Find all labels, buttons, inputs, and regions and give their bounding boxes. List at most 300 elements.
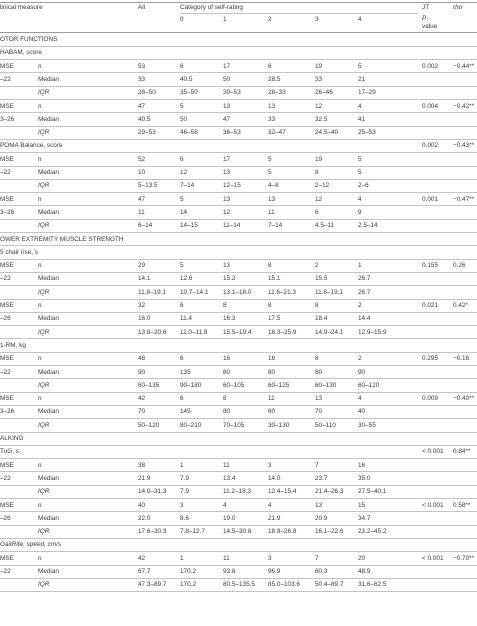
row-divider xyxy=(0,578,477,579)
cell-category-3: 8 xyxy=(315,355,319,363)
mmse-group-label: MSE xyxy=(0,395,14,403)
jt-p-value: < 0.001 xyxy=(422,554,444,562)
cell-category-1: 80 xyxy=(223,408,231,416)
cell-all: 29–53 xyxy=(138,129,156,137)
statistic-label: IQR xyxy=(38,381,50,389)
cell-category-3: 6 xyxy=(315,208,319,216)
cell-category-0: 170.2 xyxy=(180,581,196,589)
measure-label: 5 chair rise, s xyxy=(0,248,39,256)
cell-category-1: 16 xyxy=(223,355,231,363)
row-divider xyxy=(0,245,477,246)
cell-category-3: 19 xyxy=(315,62,323,70)
cell-all: 22.0 xyxy=(138,514,151,522)
cell-category-3: 80 xyxy=(315,368,323,376)
row-divider xyxy=(0,498,477,499)
cell-category-0: 8.6 xyxy=(180,514,189,522)
cell-category-1: 4 xyxy=(223,501,227,509)
cell-category-2: 4 xyxy=(268,501,272,509)
cell-category-3: 26–46 xyxy=(315,89,333,97)
cell-category-4: 35.0 xyxy=(358,474,371,482)
jt-p-value: 0.002 xyxy=(422,62,438,70)
row-divider xyxy=(0,312,477,313)
statistic-label: IQR xyxy=(38,488,50,496)
cell-category-2: 16.3–25.9 xyxy=(268,328,297,336)
cell-category-2: 30–130 xyxy=(268,421,290,429)
cell-category-2: 5 xyxy=(268,155,272,163)
cell-category-1: 13 xyxy=(223,262,231,270)
cell-category-3: 7 xyxy=(315,461,319,469)
cell-all: 47 xyxy=(138,195,146,203)
jt-p-value: 0.295 xyxy=(422,355,438,363)
cell-category-2: 80 xyxy=(268,368,276,376)
cell-category-3: 8 xyxy=(315,169,319,176)
cell-category-3: 16.1–22.6 xyxy=(315,528,344,536)
cell-category-0: 50 xyxy=(180,115,188,123)
cell-all: 42 xyxy=(138,554,146,562)
cell-category-4: 14.4 xyxy=(358,315,371,323)
row-divider xyxy=(0,538,477,539)
row-divider xyxy=(0,86,477,87)
cell-category-0: 6 xyxy=(180,62,184,70)
cell-category-3: 14.9–24.1 xyxy=(315,328,344,336)
cell-category-4: 12.9–15.9 xyxy=(358,328,387,336)
cell-category-4: 15 xyxy=(358,501,366,509)
cell-category-4: 5 xyxy=(358,62,362,70)
cell-category-0: 170.2 xyxy=(180,568,196,575)
cell-category-2: 3 xyxy=(268,554,272,562)
measure-label: TuG, s xyxy=(0,448,19,456)
cell-category-4: 1 xyxy=(358,262,362,270)
row-divider xyxy=(0,352,477,353)
cell-category-4: 2 xyxy=(358,302,362,309)
cell-category-4: 9 xyxy=(358,208,362,216)
rho-value: 0.26 xyxy=(453,262,466,270)
rho-value: −0.43** xyxy=(453,142,475,150)
row-divider xyxy=(0,232,477,233)
cell-category-0: 80–210 xyxy=(180,421,202,429)
statistic-label: Median xyxy=(38,315,59,323)
cell-all: 14.0–31.3 xyxy=(138,488,167,496)
cell-category-1: 12 xyxy=(223,208,231,216)
cell-category-3: 13 xyxy=(315,395,323,403)
cell-category-3: 15.5 xyxy=(315,275,328,283)
measure-label: HABAM, score xyxy=(0,49,42,57)
jt-p-value: 0.009 xyxy=(422,395,438,403)
cell-category-3: 2–12 xyxy=(315,182,330,190)
cell-all: 50–120 xyxy=(138,421,160,429)
cell-category-0: 7–14 xyxy=(180,182,195,190)
cell-category-1: 15.5–19.4 xyxy=(223,328,252,336)
row-divider xyxy=(0,205,477,206)
cell-all: 52 xyxy=(138,155,146,163)
cell-category-1: 70–105 xyxy=(223,421,245,429)
row-divider xyxy=(0,418,477,419)
header-cat-2: 2 xyxy=(268,16,272,23)
cell-all: 60–135 xyxy=(138,381,160,389)
statistic-label: Median xyxy=(38,474,59,482)
cell-category-3: 8 xyxy=(315,302,319,309)
mmse-group-label: MSE xyxy=(0,355,14,363)
cell-all: 6–14 xyxy=(138,222,153,230)
cell-category-3: 70 xyxy=(315,408,323,416)
cell-category-4: 26.7 xyxy=(358,288,371,296)
cell-category-1: 47 xyxy=(223,115,231,123)
mmse-group-label: 3–26 xyxy=(0,408,15,416)
cell-all: 17.6–30.3 xyxy=(138,528,167,536)
header-cat-4: 4 xyxy=(358,16,362,23)
row-divider xyxy=(0,525,477,526)
cell-category-0: 46–58 xyxy=(180,129,198,137)
statistic-label: Median xyxy=(38,514,59,522)
cell-all: 90 xyxy=(138,368,146,376)
rho-value: −0.42** xyxy=(453,102,475,110)
section-label: OWER EXTREMITY MUSCLE STRENGTH xyxy=(0,235,124,243)
cell-category-2: 17.5 xyxy=(268,315,281,323)
category-underline xyxy=(180,13,418,14)
statistic-label: IQR xyxy=(38,328,50,336)
header-clinical-measure: linical measure xyxy=(0,4,43,11)
cell-all: 32 xyxy=(138,302,146,309)
cell-category-1: 17 xyxy=(223,62,231,70)
cell-category-4: 5 xyxy=(358,155,362,163)
mmse-group-label: MSE xyxy=(0,501,14,509)
cell-category-3: 12 xyxy=(315,102,323,110)
cell-category-1: 13 xyxy=(223,195,231,203)
cell-category-0: 6 xyxy=(180,155,184,163)
row-divider xyxy=(0,485,477,486)
row-divider xyxy=(0,59,477,60)
cell-category-1: 93.8 xyxy=(223,568,236,575)
cell-category-0: 1 xyxy=(180,554,184,562)
cell-category-4: 4 xyxy=(358,102,362,110)
cell-category-0: 90–180 xyxy=(180,381,202,389)
row-divider xyxy=(0,99,477,100)
row-divider xyxy=(0,166,477,167)
cell-category-2: 85.0–103.6 xyxy=(268,581,300,589)
cell-category-3: 12 xyxy=(315,195,323,203)
cell-category-2: 8 xyxy=(268,302,272,309)
row-divider xyxy=(0,179,477,180)
statistic-label: Median xyxy=(38,169,59,176)
cell-category-4: 2–6 xyxy=(358,182,369,190)
cell-category-0: 40.5 xyxy=(180,75,193,83)
cell-category-4: 31.6–62.5 xyxy=(358,581,387,589)
mmse-group-label: MSE xyxy=(0,262,14,270)
statistic-label: Median xyxy=(38,275,59,283)
cell-category-4: 25–53 xyxy=(358,129,376,137)
cell-category-1: 16.3 xyxy=(223,315,236,323)
cell-all: 67.7 xyxy=(138,568,151,575)
cell-category-2: 14.0 xyxy=(268,474,281,482)
cell-category-2: 6 xyxy=(268,62,272,70)
cell-category-2: 28–33 xyxy=(268,89,286,97)
row-divider xyxy=(0,219,477,220)
cell-category-3: 50.4–89.7 xyxy=(315,581,344,589)
cell-category-1: 19.0 xyxy=(223,514,236,522)
mmse-group-label: MSE xyxy=(0,155,14,163)
cell-category-4: 2 xyxy=(358,355,362,363)
cell-category-0: 5 xyxy=(180,262,184,270)
rho-value: −0.70** xyxy=(453,554,475,562)
cell-category-4: 60–120 xyxy=(358,381,380,389)
cell-category-1: 13.1–18.0 xyxy=(223,288,252,296)
cell-category-0: 10.7–14.1 xyxy=(180,288,209,296)
statistic-label: IQR xyxy=(38,182,50,190)
cell-all: 40.5 xyxy=(138,115,151,123)
row-divider xyxy=(0,139,477,140)
cell-category-2: 8 xyxy=(268,262,272,270)
mmse-group-label: MSE xyxy=(0,461,14,469)
mmse-group-label: MSE xyxy=(0,302,14,309)
rho-value: −0.40** xyxy=(453,395,475,403)
row-divider xyxy=(0,565,477,566)
cell-category-0: 35–50 xyxy=(180,89,198,97)
cell-all: 16.0 xyxy=(138,315,151,323)
statistic-label: Median xyxy=(38,408,59,416)
header-all: All xyxy=(138,4,146,11)
cell-all: 13.8–20.6 xyxy=(138,328,167,336)
cell-category-3: 13 xyxy=(315,501,323,509)
cell-category-0: 7.9 xyxy=(180,488,189,496)
header-category: Category of self-rating xyxy=(180,4,243,11)
cell-category-1: 15.2 xyxy=(223,275,236,283)
header-value: value xyxy=(422,23,438,30)
mmse-group-label: –22 xyxy=(0,474,11,482)
cell-category-2: 32–47 xyxy=(268,129,286,137)
cell-category-0: 5 xyxy=(180,102,184,110)
row-divider xyxy=(0,285,477,286)
cell-category-1: 36–53 xyxy=(223,129,241,137)
cell-all: 29 xyxy=(138,262,146,270)
cell-category-0: 6 xyxy=(180,302,184,309)
header-jt: JT xyxy=(422,4,430,11)
cell-category-1: 13.4 xyxy=(223,474,236,482)
cell-category-0: 1 xyxy=(180,461,184,469)
mmse-group-label: –22 xyxy=(0,568,11,575)
cell-category-2: 4–8 xyxy=(268,182,279,190)
row-divider xyxy=(0,405,477,406)
cell-category-3: 19 xyxy=(315,155,323,163)
row-divider xyxy=(0,591,477,592)
rho-value: 0.84** xyxy=(453,448,471,456)
statistic-label: n xyxy=(38,195,42,203)
row-divider xyxy=(0,192,477,193)
header-p: P· xyxy=(422,15,429,22)
cell-category-0: 5 xyxy=(180,195,184,203)
mmse-group-label: 3–26 xyxy=(0,208,15,216)
cell-category-2: 11 xyxy=(268,208,275,216)
cell-category-3: 4.5–11 xyxy=(315,222,335,230)
statistic-label: IQR xyxy=(38,288,50,296)
mmse-group-label: –26 xyxy=(0,514,11,522)
rho-value: −0.16 xyxy=(453,355,470,363)
cell-category-2: 28.5 xyxy=(268,75,281,83)
rho-value: 0.58** xyxy=(453,501,471,509)
statistic-label: Median xyxy=(38,75,59,83)
jt-p-value: 0.002 xyxy=(422,142,438,150)
statistic-label: n xyxy=(38,302,42,309)
cell-all: 47.3–89.7 xyxy=(138,581,167,589)
cell-category-3: 2 xyxy=(315,262,319,270)
cell-all: 14.1 xyxy=(138,275,151,283)
cell-category-1: 17 xyxy=(223,155,231,163)
statistic-label: IQR xyxy=(38,528,50,536)
cell-category-4: 27.5–40.1 xyxy=(358,488,387,496)
jt-p-value: 0.155 xyxy=(422,262,438,270)
header-cat-1: 1 xyxy=(223,16,227,23)
cell-category-4: 90 xyxy=(358,368,366,376)
cell-category-1: 60–105 xyxy=(223,381,245,389)
row-divider xyxy=(0,445,477,446)
cell-category-2: 13 xyxy=(268,195,276,203)
cell-category-0: 6 xyxy=(180,395,184,403)
cell-all: 53 xyxy=(138,62,146,70)
cell-category-1: 8 xyxy=(223,302,227,309)
cell-category-1: 14.5–30.8 xyxy=(223,528,252,536)
cell-category-3: 23.7 xyxy=(315,474,328,482)
cell-category-2: 7–14 xyxy=(268,222,283,230)
row-divider xyxy=(0,152,477,153)
cell-category-2: 12.4–15.4 xyxy=(268,488,297,496)
cell-category-2: 96.9 xyxy=(268,568,281,575)
cell-category-1: 11–14 xyxy=(223,222,241,230)
statistic-label: Median xyxy=(38,208,59,216)
statistic-label: n xyxy=(38,262,42,270)
table-top-rule xyxy=(0,2,477,3)
statistic-label: n xyxy=(38,355,42,363)
cell-category-2: 13 xyxy=(268,102,276,110)
mmse-group-label: –22 xyxy=(0,368,11,376)
cell-category-4: 41 xyxy=(358,115,366,123)
row-divider xyxy=(0,378,477,379)
cell-category-4: 17–29 xyxy=(358,89,376,97)
cell-category-0: 14 xyxy=(180,208,188,216)
cell-all: 70 xyxy=(138,408,146,416)
mmse-group-label: MSE xyxy=(0,102,14,110)
cell-category-3: 7 xyxy=(315,554,319,562)
cell-category-4: 5 xyxy=(358,169,362,176)
statistic-label: IQR xyxy=(38,421,50,429)
cell-category-1: 11 xyxy=(223,461,230,469)
cell-category-1: 50 xyxy=(223,75,231,83)
cell-category-0: 12.6 xyxy=(180,275,193,283)
cell-category-0: 11.4 xyxy=(180,315,192,323)
measure-label: 1-RM, kg xyxy=(0,341,26,349)
cell-category-1: 11.2–18.3 xyxy=(223,488,251,496)
cell-all: 11.8–19.1 xyxy=(138,288,166,296)
cell-category-1: 8 xyxy=(223,395,227,403)
statistic-label: n xyxy=(38,554,42,562)
rho-value: −0.44** xyxy=(453,62,475,70)
header-rho: rho xyxy=(453,4,463,11)
cell-category-3: 21.4–26.3 xyxy=(315,488,344,496)
cell-category-0: 145 xyxy=(180,408,191,416)
cell-category-4: 20 xyxy=(358,554,366,562)
cell-category-1: 11 xyxy=(223,554,230,562)
cell-category-2: 18.9–26.8 xyxy=(268,528,297,536)
cell-category-4: 40 xyxy=(358,408,366,416)
cell-all: 38 xyxy=(138,461,146,469)
statistic-label: n xyxy=(38,461,42,469)
cell-category-1: 12–15 xyxy=(223,182,241,190)
row-divider xyxy=(0,126,477,127)
cell-category-4: 34.7 xyxy=(358,514,371,522)
cell-category-3: 11.8–19.1 xyxy=(315,288,343,296)
jt-p-value: < 0.001 xyxy=(422,501,444,509)
cell-all: 5–13.5 xyxy=(138,182,158,190)
cell-category-3: 18.4 xyxy=(315,315,328,323)
cell-category-3: 32.5 xyxy=(315,115,328,123)
cell-category-1: 39–53 xyxy=(223,89,241,97)
cell-all: 40 xyxy=(138,501,146,509)
mmse-group-label: –22 xyxy=(0,169,11,176)
cell-category-3: 24.5–40 xyxy=(315,129,339,137)
measure-label: GaitRite, speed, cm/s xyxy=(0,541,62,549)
cell-all: 33 xyxy=(138,75,146,83)
cell-category-2: 60–125 xyxy=(268,381,290,389)
cell-category-4: 2.5–14 xyxy=(358,222,378,230)
cell-category-3: 33 xyxy=(315,75,323,83)
cell-category-2: 11.6–21.3 xyxy=(268,288,296,296)
cell-category-2: 11 xyxy=(268,395,275,403)
statistic-label: Median xyxy=(38,368,59,376)
statistic-label: IQR xyxy=(38,129,50,137)
mmse-group-label: MSE xyxy=(0,554,14,562)
cell-all: 21.9 xyxy=(138,474,151,482)
cell-category-2: 21.9 xyxy=(268,514,281,522)
header-bottom-rule xyxy=(0,32,477,33)
section-label: ALKING xyxy=(0,435,24,442)
cell-category-1: 13 xyxy=(223,102,231,110)
cell-category-2: 16 xyxy=(268,355,276,363)
cell-category-0: 7.8–12.7 xyxy=(180,528,205,536)
statistic-label: n xyxy=(38,102,42,110)
statistic-label: n xyxy=(38,155,42,163)
cell-category-0: 11.0–11.8 xyxy=(180,328,208,336)
cell-category-3: 20.9 xyxy=(315,514,328,522)
statistic-label: Median xyxy=(38,115,59,123)
statistic-label: IQR xyxy=(38,581,50,589)
cell-category-0: 7.9 xyxy=(180,474,189,482)
row-divider xyxy=(0,299,477,300)
row-divider xyxy=(0,338,477,339)
statistic-label: Median xyxy=(38,568,59,575)
section-label: OTOR FUNCTIONS xyxy=(0,36,58,43)
cell-category-4: 26.7 xyxy=(358,275,371,283)
cell-category-2: 5 xyxy=(268,169,272,176)
cell-category-4: 21 xyxy=(358,75,366,83)
cell-category-2: 60 xyxy=(268,408,276,416)
statistic-label: IQR xyxy=(38,222,50,230)
row-divider xyxy=(0,72,477,73)
mmse-group-label: –22 xyxy=(0,75,11,83)
mmse-group-label: –22 xyxy=(0,275,11,283)
row-divider xyxy=(0,471,477,472)
mmse-group-label: MSE xyxy=(0,195,14,203)
cell-category-4: 4 xyxy=(358,395,362,403)
header-cat-3: 3 xyxy=(315,16,319,23)
cell-category-3: 60.3 xyxy=(315,568,328,575)
jt-p-value: 0.004 xyxy=(422,102,438,110)
cell-category-2: 15.1 xyxy=(268,275,281,283)
row-divider xyxy=(0,458,477,459)
cell-all: 47 xyxy=(138,102,146,110)
jt-p-value: < 0.001 xyxy=(422,448,444,456)
statistic-label: n xyxy=(38,395,42,403)
cell-category-0: 14–15 xyxy=(180,222,198,230)
row-divider xyxy=(0,259,477,260)
header-cat-0: 0 xyxy=(180,16,184,23)
